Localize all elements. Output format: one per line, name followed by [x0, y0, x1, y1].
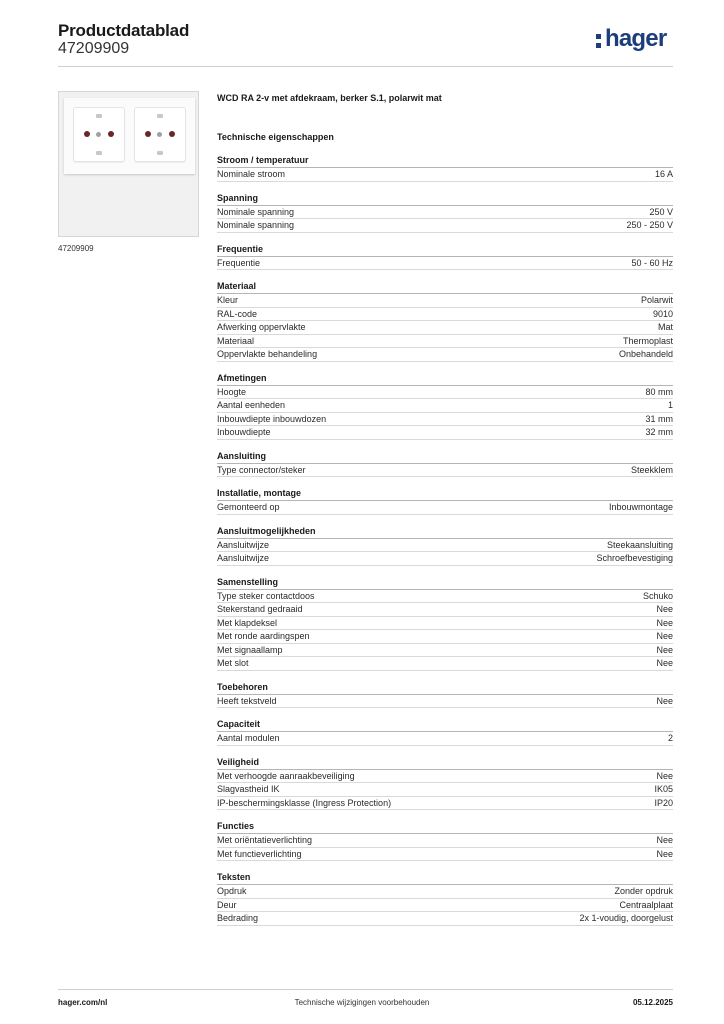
spec-label: Inbouwdiepte inbouwdozen [217, 413, 327, 424]
product-number: 47209909 [58, 40, 130, 57]
spec-value: Schuko [642, 590, 673, 601]
spec-row [217, 695, 673, 709]
spec-label: Gemonteerd op [217, 502, 280, 512]
spec-row [217, 848, 673, 862]
spec-label: Opdruk [217, 886, 247, 896]
spec-label: Slagvastheid IK [217, 784, 280, 794]
spec-label: Met ronde aardingspen [217, 631, 310, 641]
spec-label: Materiaal [217, 335, 255, 346]
spec-row [217, 219, 673, 233]
footer-divider [58, 989, 673, 990]
spec-value: Zonder opdruk [614, 886, 673, 896]
spec-value: 50 - 60 Hz [631, 257, 673, 268]
spec-row [217, 426, 673, 440]
spec-row [217, 657, 673, 671]
spec-value: Thermoplast [622, 335, 673, 346]
spec-value: Nee [656, 617, 673, 628]
socket-right-icon [134, 107, 186, 162]
spec-section-title: Toebehoren [217, 681, 673, 695]
spec-section [217, 871, 673, 926]
spec-row [217, 464, 673, 478]
spec-label: IP-beschermingsklasse (Ingress Protection) [217, 797, 392, 808]
spec-value: 16 A [654, 169, 673, 179]
spec-row [217, 732, 673, 746]
spec-section-title: Frequentie [217, 243, 673, 257]
spec-row [217, 206, 673, 220]
spec-section-title: Installatie, montage [217, 487, 673, 501]
spec-content [217, 91, 673, 926]
spec-value: Steekklem [630, 464, 673, 475]
spec-value: 80 mm [645, 386, 673, 397]
spec-section-title: Samenstelling [217, 576, 673, 590]
spec-label: Type connector/steker [217, 464, 306, 475]
spec-value: 2 [667, 733, 673, 743]
spec-row [217, 335, 673, 349]
spec-value: Nee [656, 644, 673, 655]
spec-section-title: Afmetingen [217, 372, 673, 386]
spec-value: Nee [656, 770, 673, 781]
spec-label: Nominale spanning [217, 206, 295, 217]
spec-value: 32 mm [645, 427, 673, 437]
spec-section [217, 450, 673, 478]
spec-value: 31 mm [645, 413, 673, 424]
spec-section [217, 243, 673, 271]
spec-value: Nee [656, 631, 673, 641]
spec-label: Bedrading [217, 913, 259, 923]
spec-section [217, 372, 673, 440]
spec-value: Nee [656, 695, 673, 706]
spec-section [217, 681, 673, 709]
spec-section-title: Materiaal [217, 280, 673, 294]
spec-row [217, 590, 673, 604]
spec-sections [217, 154, 673, 926]
spec-label: Met signaallamp [217, 644, 283, 655]
spec-label: Met slot [217, 658, 249, 668]
spec-value: 9010 [652, 308, 673, 319]
socket-plate [64, 98, 195, 174]
spec-value: Onbehandeld [618, 349, 673, 359]
spec-row [217, 644, 673, 658]
spec-value: Nee [656, 658, 673, 668]
spec-value: 250 - 250 V [626, 220, 673, 230]
spec-value: Schroefbevestiging [596, 553, 673, 563]
spec-row [217, 770, 673, 784]
spec-row [217, 321, 673, 335]
spec-row [217, 630, 673, 644]
spec-value: Nee [656, 835, 673, 845]
page-title: Productdatablad [58, 21, 190, 40]
spec-label: Met klapdeksel [217, 617, 278, 628]
spec-label: Aansluitwijze [217, 553, 270, 563]
spec-label: RAL-code [217, 308, 258, 319]
spec-value: 2x 1-voudig, doorgelust [579, 913, 673, 923]
spec-section-title: Aansluitmogelijkheden [217, 525, 673, 539]
image-caption: 47209909 [58, 244, 94, 253]
spec-value: 250 V [649, 206, 673, 217]
spec-section [217, 487, 673, 515]
spec-label: Met functieverlichting [217, 848, 302, 859]
spec-label: Nominale spanning [217, 220, 295, 230]
spec-row [217, 617, 673, 631]
spec-section [217, 280, 673, 362]
footer-date: 05.12.2025 [632, 998, 673, 1007]
spec-value: Steekaansluiting [606, 539, 673, 550]
spec-row [217, 834, 673, 848]
spec-value: 1 [667, 400, 673, 410]
spec-value: Nee [656, 848, 673, 859]
section-heading: Technische eigenschappen [217, 132, 334, 142]
spec-label: Oppervlakte behandeling [217, 349, 318, 359]
spec-label: Deur [217, 899, 237, 910]
spec-row [217, 552, 673, 566]
spec-section-title: Veiligheid [217, 756, 673, 770]
spec-label: Aantal eenheden [217, 400, 286, 410]
spec-row [217, 912, 673, 926]
spec-row [217, 797, 673, 811]
spec-row [217, 603, 673, 617]
spec-row [217, 168, 673, 182]
spec-section [217, 192, 673, 233]
spec-value: Centraalplaat [619, 899, 673, 910]
product-title: WCD RA 2-v met afdekraam, berker S.1, polarwit mat [217, 93, 442, 103]
spec-section-title: Stroom / temperatuur [217, 154, 673, 168]
logo-text: hager [605, 25, 667, 52]
spec-value: Mat [657, 322, 673, 332]
spec-label: Met verhoogde aanraakbeveiliging [217, 770, 355, 781]
spec-label: Aansluitwijze [217, 539, 270, 550]
header-divider [58, 66, 673, 67]
spec-label: Met oriëntatieverlichting [217, 835, 313, 845]
spec-row [217, 539, 673, 553]
spec-section-title: Teksten [217, 871, 673, 885]
spec-value: Nee [656, 604, 673, 614]
spec-label: Frequentie [217, 257, 261, 268]
spec-section [217, 576, 673, 671]
spec-row [217, 308, 673, 322]
product-image [58, 91, 199, 237]
footer-website: hager.com/nl [58, 998, 108, 1007]
spec-label: Nominale stroom [217, 169, 286, 179]
spec-label: Type steker contactdoos [217, 590, 315, 601]
spec-section-title: Functies [217, 820, 673, 834]
spec-row [217, 885, 673, 899]
spec-label: Aantal modulen [217, 733, 280, 743]
spec-value: IK05 [654, 784, 673, 794]
spec-row [217, 294, 673, 308]
spec-row [217, 899, 673, 913]
spec-label: Kleur [217, 295, 239, 305]
spec-value: Inbouwmontage [608, 502, 673, 512]
socket-left-icon [73, 107, 125, 162]
spec-section [217, 756, 673, 811]
spec-label: Stekerstand gedraaid [217, 604, 303, 614]
spec-row [217, 783, 673, 797]
spec-row [217, 399, 673, 413]
spec-section [217, 820, 673, 861]
spec-row [217, 348, 673, 362]
spec-row [217, 386, 673, 400]
spec-section-title: Capaciteit [217, 718, 673, 732]
spec-label: Inbouwdiepte [217, 427, 271, 437]
spec-section [217, 525, 673, 566]
spec-section-title: Spanning [217, 192, 673, 206]
hager-logo [594, 26, 674, 56]
logo-mark-icon [596, 34, 601, 52]
spec-label: Afwerking oppervlakte [217, 322, 306, 332]
spec-row [217, 413, 673, 427]
spec-value: Polarwit [640, 295, 673, 305]
spec-section-title: Aansluiting [217, 450, 673, 464]
spec-section [217, 154, 673, 182]
spec-row [217, 257, 673, 271]
footer-disclaimer: Technische wijzigingen voorbehouden [294, 998, 430, 1007]
spec-row [217, 501, 673, 515]
spec-label: Hoogte [217, 386, 247, 397]
spec-value: IP20 [654, 797, 673, 808]
spec-label: Heeft tekstveld [217, 695, 277, 706]
spec-section [217, 718, 673, 746]
